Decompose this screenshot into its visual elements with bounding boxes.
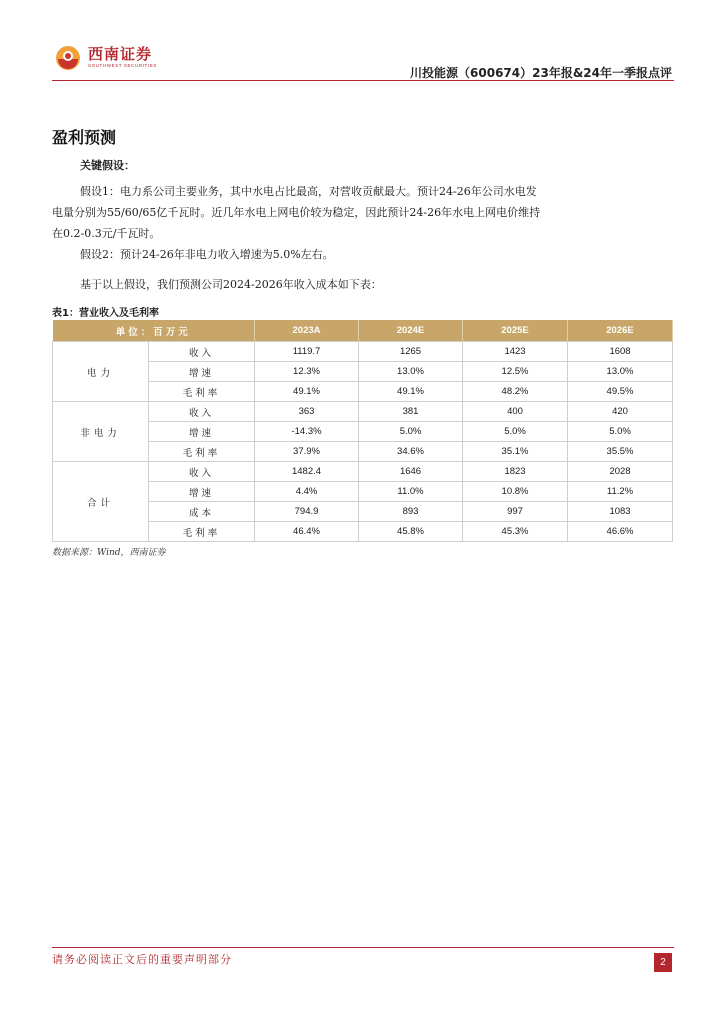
table-cell: 11.0% (359, 482, 463, 502)
metric-label: 收入 (149, 402, 255, 422)
metric-label: 毛利率 (149, 522, 255, 542)
table-cell: 997 (463, 502, 568, 522)
page-header (0, 0, 724, 82)
table-cell: 12.3% (255, 362, 359, 382)
metric-label: 收入 (149, 462, 255, 482)
table-cell: 5.0% (463, 422, 568, 442)
segment-label: 合计 (53, 462, 149, 542)
table-cell: 48.2% (463, 382, 568, 402)
table-cell: 35.1% (463, 442, 568, 462)
section-title: 盈利预测 (52, 128, 117, 147)
table-header-row (53, 320, 673, 342)
table-cell: 1823 (463, 462, 568, 482)
key-assumptions-heading: 关键假设： (80, 159, 135, 172)
table-cell: 35.5% (568, 442, 673, 462)
table-cell: 420 (568, 402, 673, 422)
table-cell: 10.8% (463, 482, 568, 502)
header-divider (52, 80, 674, 81)
column-header: 2023A (255, 320, 359, 342)
table-cell: 1265 (359, 342, 463, 362)
table-cell: 794.9 (255, 502, 359, 522)
table-row (53, 462, 673, 482)
table-cell: 2028 (568, 462, 673, 482)
revenue-margin-table (52, 320, 672, 542)
data-source-note: 数据来源：Wind，西南证券 (52, 548, 166, 558)
footer-divider (52, 947, 674, 948)
table-cell: 49.1% (255, 382, 359, 402)
table-cell: 45.8% (359, 522, 463, 542)
table-cell: 5.0% (568, 422, 673, 442)
segment-label: 电力 (53, 342, 149, 402)
table-cell: 4.4% (255, 482, 359, 502)
metric-label: 增速 (149, 362, 255, 382)
metric-label: 成本 (149, 502, 255, 522)
company-logo (54, 44, 174, 74)
table-cell: 1083 (568, 502, 673, 522)
table-cell: 34.6% (359, 442, 463, 462)
table-cell: 13.0% (568, 362, 673, 382)
table-cell: 1482.4 (255, 462, 359, 482)
forecast-intro-paragraph: 基于以上假设，我们预测公司2024-2026年收入成本如下表： (80, 278, 382, 291)
table-cell: 49.5% (568, 382, 673, 402)
table-cell: 1423 (463, 342, 568, 362)
table-cell: 363 (255, 402, 359, 422)
report-title: 川投能源（600674）23年报&24年一季报点评 (410, 66, 672, 80)
segment-label: 非电力 (53, 402, 149, 462)
table-cell: -14.3% (255, 422, 359, 442)
table-cell: 13.0% (359, 362, 463, 382)
table-cell: 893 (359, 502, 463, 522)
assumption-2-paragraph: 假设2：预计24-26年非电力收入增速为5.0%左右。 (80, 248, 334, 261)
table-cell: 400 (463, 402, 568, 422)
table-cell: 49.1% (359, 382, 463, 402)
table-cell: 37.9% (255, 442, 359, 462)
column-header: 2026E (568, 320, 673, 342)
table-cell: 1119.7 (255, 342, 359, 362)
footer-disclaimer: 请务必阅读正文后的重要声明部分 (52, 953, 232, 966)
unit-header: 单位：百万元 (53, 320, 255, 342)
table-cell: 46.4% (255, 522, 359, 542)
metric-label: 收入 (149, 342, 255, 362)
table-cell: 1608 (568, 342, 673, 362)
table-cell: 5.0% (359, 422, 463, 442)
metric-label: 增速 (149, 422, 255, 442)
table-row (53, 342, 673, 362)
page-number: 2 (654, 953, 672, 972)
metric-label: 毛利率 (149, 442, 255, 462)
metric-label: 毛利率 (149, 382, 255, 402)
assumption-1-paragraph: 假设1：电力系公司主要业务，其中水电占比最高，对营收贡献最大。预计24-26年公司水电发电量分别为55/60/65亿千瓦时。近几年水电上网电价较为稳定，因此预计24-26年水电上网电价维持在0.2-0.3元/千瓦时。 (52, 185, 541, 240)
logo-emblem-icon (54, 44, 82, 72)
table-cell: 45.3% (463, 522, 568, 542)
table-cell: 381 (359, 402, 463, 422)
column-header: 2025E (463, 320, 568, 342)
metric-label: 增速 (149, 482, 255, 502)
logo-name: 西南证券 (88, 45, 153, 63)
table-cell: 11.2% (568, 482, 673, 502)
column-header: 2024E (359, 320, 463, 342)
table-cell: 12.5% (463, 362, 568, 382)
table-cell: 1646 (359, 462, 463, 482)
logo-subtitle: SOUTHWEST SECURITIES (88, 63, 157, 68)
table-row (53, 402, 673, 422)
table-cell: 46.6% (568, 522, 673, 542)
table-caption: 表1：营业收入及毛利率 (52, 308, 159, 319)
